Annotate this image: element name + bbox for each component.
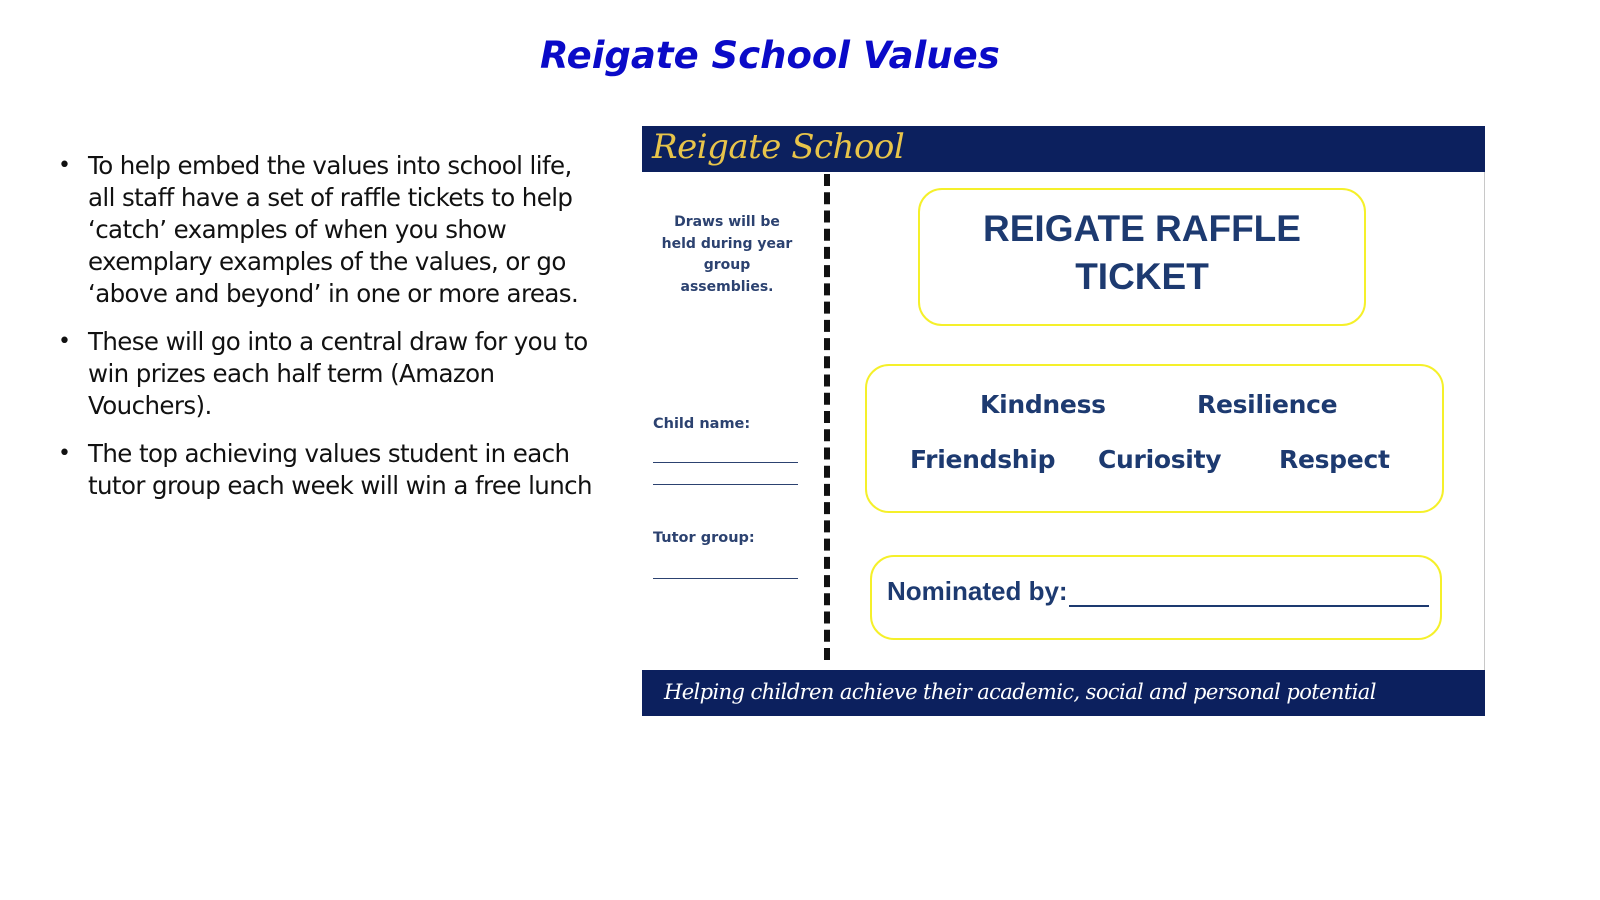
- slide-title: Reigate School Values: [540, 34, 1000, 77]
- value-friendship: Friendship: [910, 445, 1056, 474]
- child-name-label: Child name:: [653, 416, 751, 432]
- child-name-line-2: [653, 484, 798, 485]
- value-kindness: Kindness: [980, 390, 1106, 419]
- bullet-dot-icon: •: [58, 153, 71, 178]
- raffle-ticket-image: [642, 126, 1485, 716]
- ticket-tagline: Helping children achieve their academic, social and personal potential: [664, 680, 1376, 704]
- bullet-list: [58, 150, 598, 518]
- ticket-footer-band: [642, 670, 1457, 716]
- stub-draw-note: Draws will be held during year group assemblies.: [661, 214, 793, 295]
- bullet-dot-icon: •: [58, 329, 71, 354]
- value-resilience: Resilience: [1197, 390, 1338, 419]
- ticket-header-band: [642, 126, 1485, 172]
- nominated-by-line: [1069, 605, 1429, 607]
- bullet-item: [58, 150, 598, 310]
- bullet-text: These will go into a central draw for you to win prizes each half term (Amazon Vouchers).: [88, 327, 588, 420]
- raffle-title-box: [918, 188, 1366, 326]
- bullet-item: [58, 326, 598, 422]
- bullet-dot-icon: •: [58, 441, 71, 466]
- nominated-by-label: Nominated by:: [887, 576, 1068, 606]
- perforation-divider: [824, 174, 830, 660]
- ticket-school-name: Reigate School: [652, 127, 905, 167]
- tutor-group-label: Tutor group:: [653, 530, 755, 546]
- child-name-line-1: [653, 462, 798, 463]
- bullet-text: To help embed the values into school life, all staff have a set of raffle tickets to help ‘catch’ examples of when you show exemplary examples of the values, or go ‘above and beyond’ in one or more areas.: [88, 151, 579, 308]
- values-box: [865, 364, 1444, 513]
- tutor-group-line: [653, 578, 798, 579]
- nominated-box: [870, 555, 1442, 640]
- bullet-text: The top achieving values student in each tutor group each week will win a free lunch: [88, 439, 592, 500]
- bullet-item: [58, 438, 598, 502]
- value-respect: Respect: [1279, 445, 1390, 474]
- ticket-footer-tail: [1457, 670, 1485, 716]
- value-curiosity: Curiosity: [1098, 445, 1222, 474]
- raffle-title: REIGATE RAFFLE TICKET: [983, 208, 1301, 297]
